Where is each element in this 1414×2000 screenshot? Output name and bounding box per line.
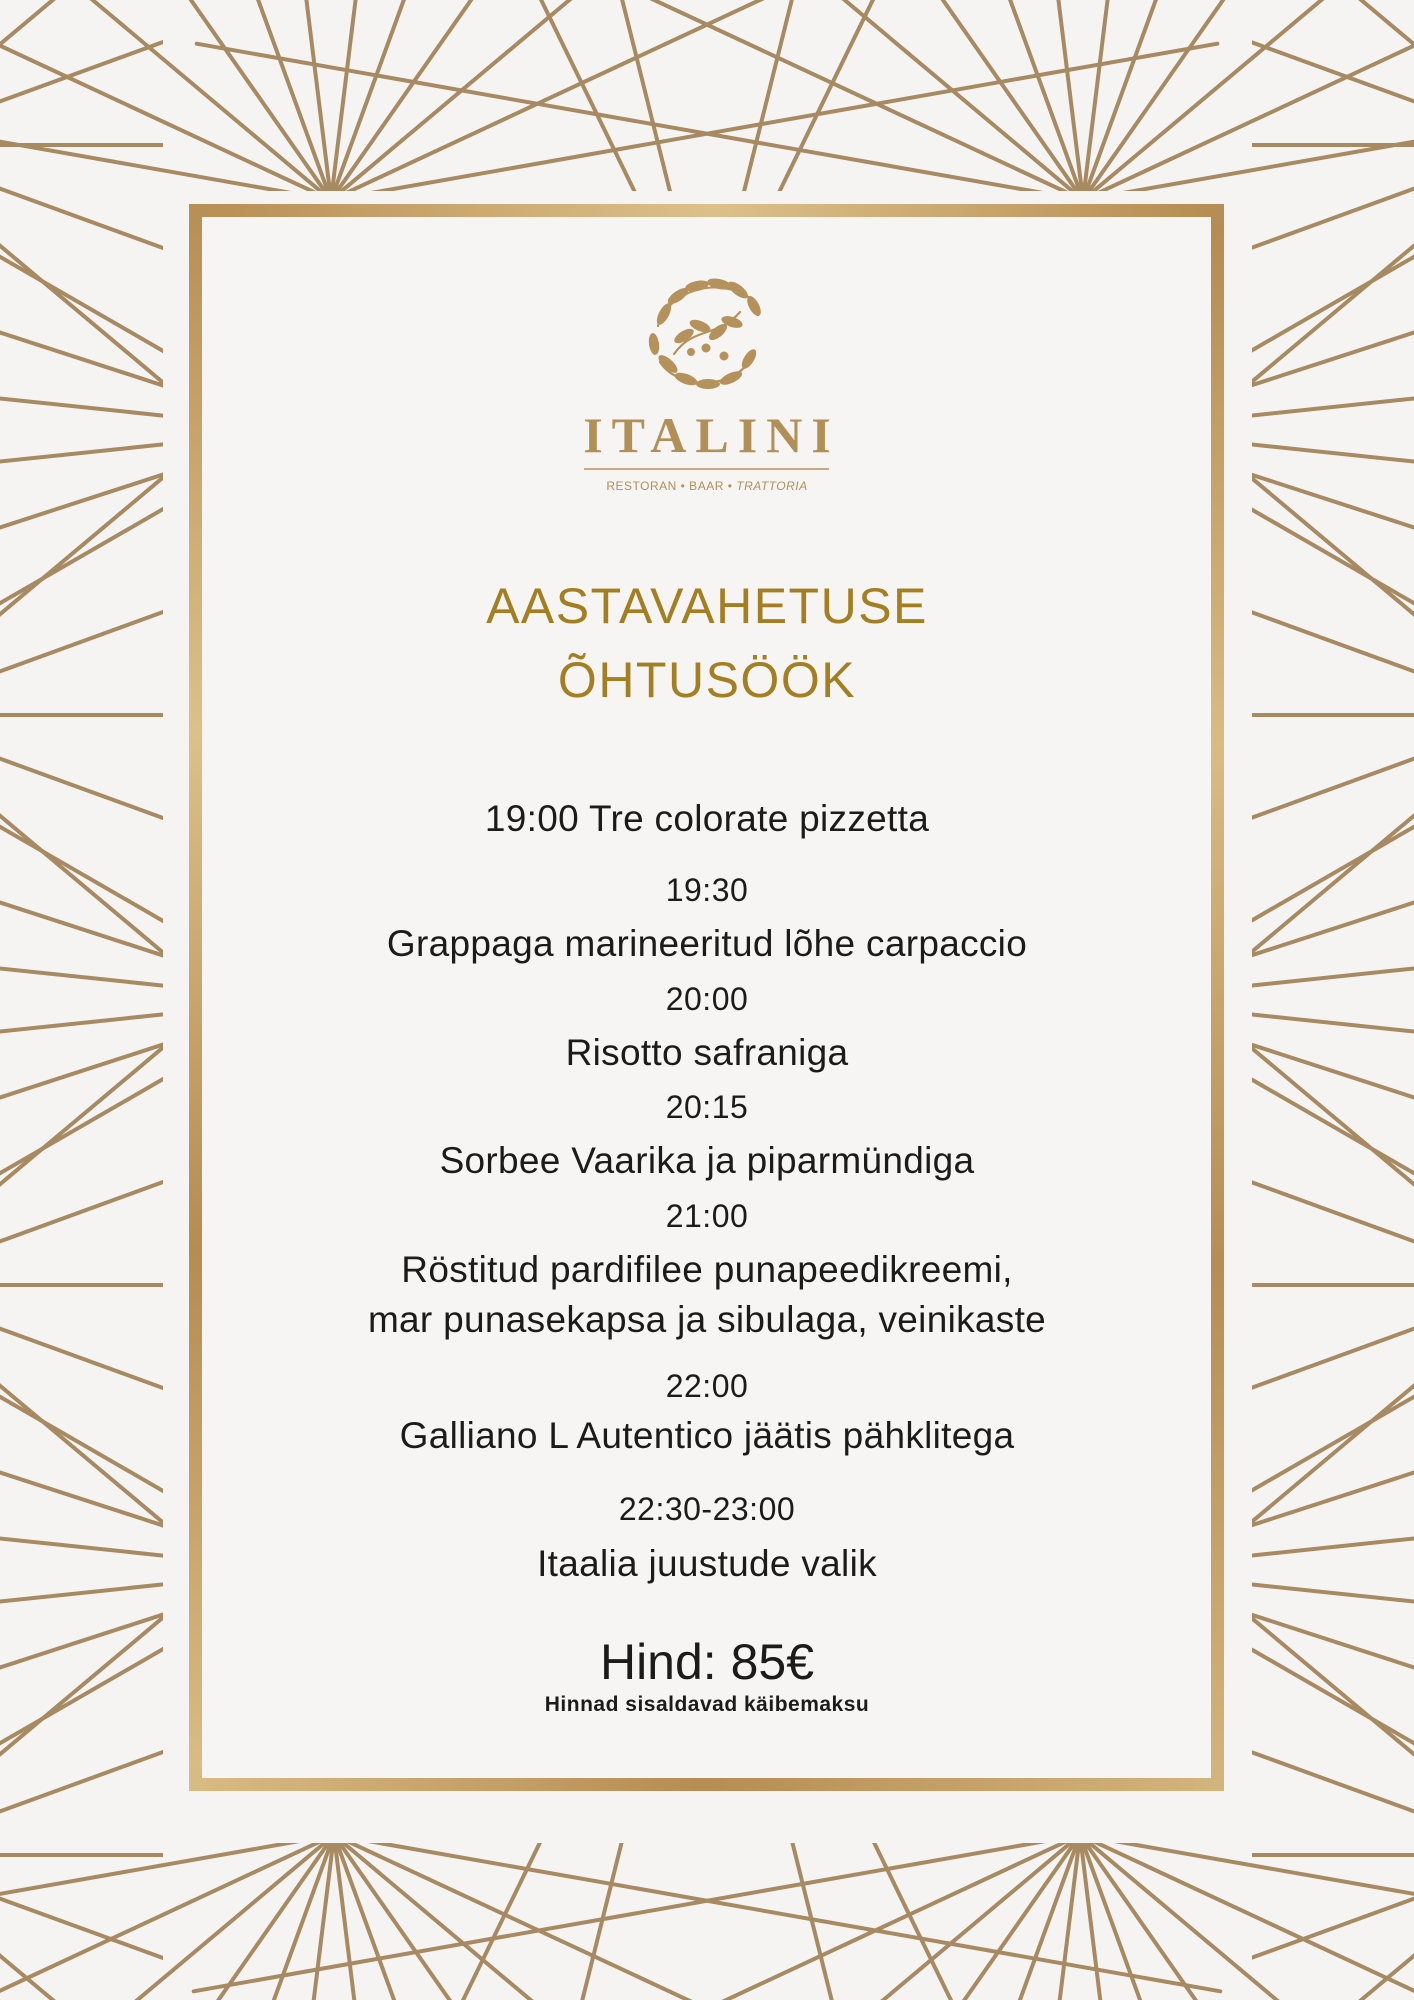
menu-title-line-2: ÕHTUSÖÖK	[557, 652, 857, 708]
deco-line	[331, 0, 441, 200]
tagline-italic-text: TRATTORIA	[736, 479, 808, 493]
menu-item-dish: Grappaga marineeritud lõhe carpaccio	[386, 923, 1028, 964]
menu-item-time: 20:15	[665, 1089, 749, 1125]
vat-note: Hinnad sisaldavad käibemaksu	[544, 1693, 870, 1716]
menu-item-time: 21:00	[665, 1198, 749, 1234]
logo-olive	[720, 352, 729, 361]
menu-item-dish: Risotto safraniga	[565, 1032, 849, 1073]
logo-olive	[702, 344, 711, 353]
menu-item-dish: Galliano L Autentico jäätis pähklitega	[399, 1415, 1015, 1456]
deco-line	[331, 0, 1147, 200]
menu-item-time: 22:00	[665, 1368, 749, 1404]
menu-title-line-1: AASTAVAHETUSE	[486, 578, 928, 634]
deco-line	[334, 1835, 850, 2000]
logo-leaf	[648, 332, 661, 355]
menu-item-dish: Sorbee Vaarika ja piparmündiga	[439, 1140, 975, 1181]
menu-item-dish: Itaalia juustude valik	[537, 1543, 877, 1584]
olive-branch-wreath-icon	[636, 266, 776, 396]
deco-line	[998, 1855, 1414, 2000]
menu-item-dish-line-2: mar punasekapsa ja sibulaga, veinikaste	[367, 1299, 1047, 1340]
menu-item-dish-line-1: Röstitud pardifilee punapeedikreemi,	[401, 1249, 1013, 1290]
menu-item-time: 19:30	[665, 872, 749, 908]
brand-tagline	[0, 478, 1414, 494]
logo-olive	[687, 348, 695, 356]
deco-line	[221, 0, 331, 200]
brand-divider	[584, 468, 829, 470]
deco-line	[334, 1835, 642, 2000]
logo-leaf	[739, 347, 759, 371]
deco-line	[973, 0, 1083, 200]
deco-line	[331, 0, 639, 200]
deco-line	[775, 0, 1083, 200]
menu-item	[0, 797, 1414, 841]
logo-leaf	[673, 370, 699, 388]
tagline-text: RESTORAN • BAAR •	[606, 479, 737, 493]
deco-line	[23, 0, 331, 200]
deco-line	[1083, 0, 1193, 200]
deco-line	[267, 0, 1083, 200]
deco-line	[0, 1855, 416, 2000]
menu-item-dish: Tre colorate pizzetta	[588, 798, 930, 839]
deco-line	[391, 1835, 1080, 2000]
logo-leaf	[696, 379, 720, 389]
price-label: Hind: 85€	[599, 1634, 815, 1690]
menu-item-time: 20:00	[665, 981, 749, 1017]
deco-line	[564, 1835, 1080, 2000]
deco-line	[334, 1835, 1023, 2000]
brand-name: ITALINI	[583, 407, 840, 463]
menu-item-time: 19:00	[484, 798, 580, 839]
deco-line	[772, 1835, 1080, 2000]
menu-item-time: 22:30-23:00	[618, 1491, 796, 1527]
deco-line	[1083, 0, 1391, 200]
